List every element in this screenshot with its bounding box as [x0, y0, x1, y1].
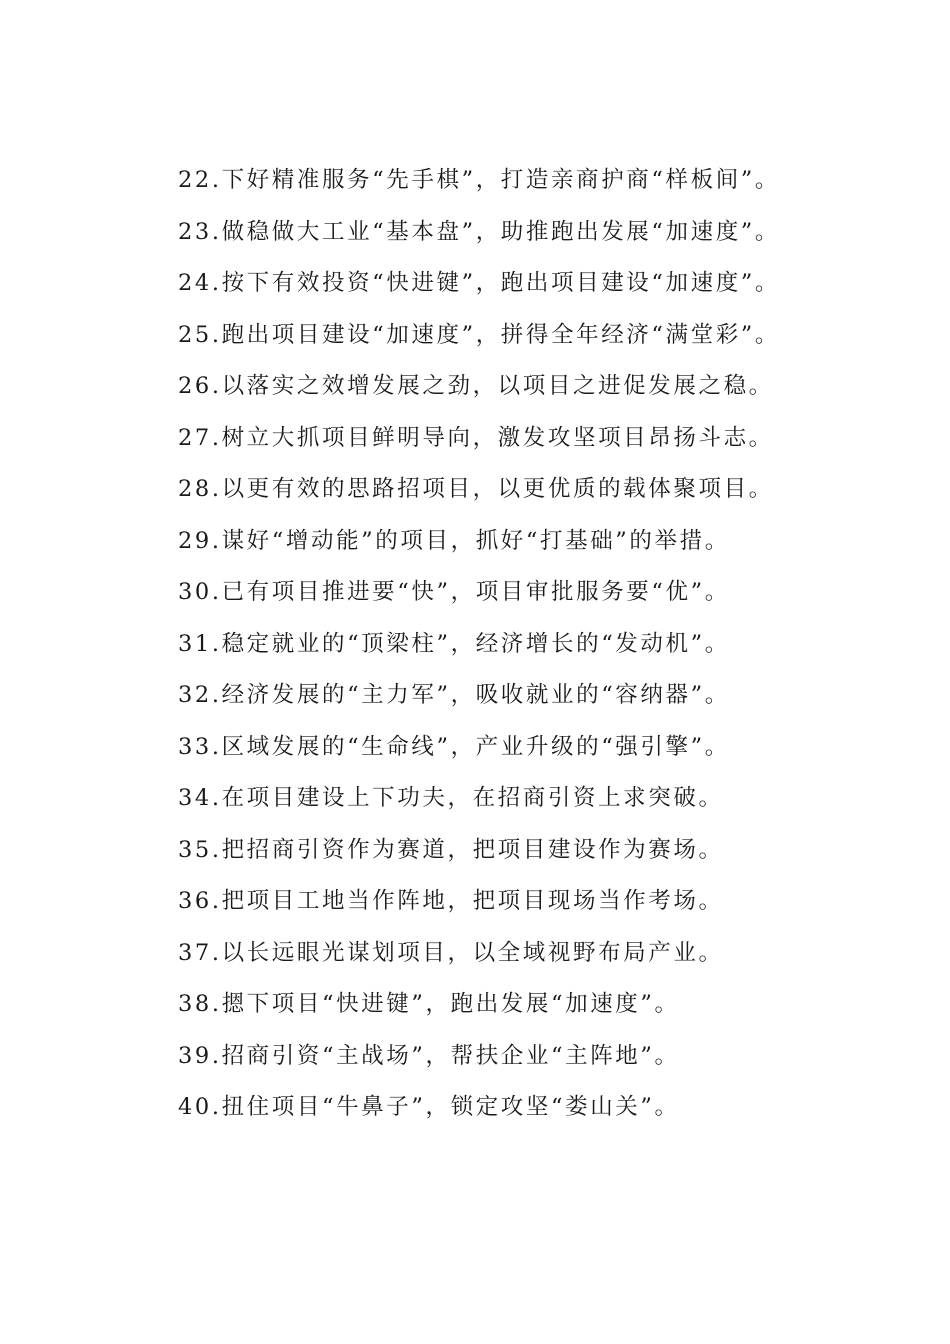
list-item: 22.下好精准服务“先手棋”，打造亲商护商“样板间”。 [178, 167, 780, 193]
list-item: 28.以更有效的思路招项目，以更优质的载体聚项目。 [178, 476, 774, 502]
list-item: 40.扭住项目“牛鼻子”，锁定攻坚“娄山关”。 [178, 1094, 680, 1120]
list-item: 35.把招商引资作为赛道，把项目建设作为赛场。 [178, 836, 724, 863]
list-item: 23.做稳做大工业“基本盘”，助推跑出发展“加速度”。 [178, 218, 780, 245]
list-item: 33.区域发展的“生命线”，产业升级的“强引擎”。 [178, 733, 730, 760]
list-item: 24.按下有效投资“快进键”，跑出项目建设“加速度”。 [178, 270, 780, 296]
list-item: 26.以落实之效增发展之劲，以项目之进促发展之稳。 [178, 373, 774, 399]
list-item: 32.经济发展的“主力军”，吸收就业的“容纳器”。 [178, 682, 730, 708]
list-item: 34.在项目建设上下功夫，在招商引资上求突破。 [178, 785, 724, 811]
list-item: 38.摁下项目“快进键”，跑出发展“加速度”。 [178, 991, 680, 1017]
list-item: 27.树立大抓项目鲜明导向，激发攻坚项目昂扬斗志。 [178, 424, 774, 451]
list-item: 25.跑出项目建设“加速度”，拼得全年经济“满堂彩”。 [178, 321, 780, 348]
list-item: 39.招商引资“主战场”，帮扶企业“主阵地”。 [178, 1042, 680, 1069]
list-item: 29.谋好“增动能”的项目，抓好“打基础”的举措。 [178, 527, 730, 554]
list-item: 36.把项目工地当作阵地，把项目现场当作考场。 [178, 888, 724, 914]
list-item: 31.稳定就业的“顶梁柱”，经济增长的“发动机”。 [178, 630, 730, 657]
list-item: 37.以长远眼光谋划项目，以全域视野布局产业。 [178, 939, 724, 966]
slogan-list [178, 155, 878, 1134]
list-item: 30.已有项目推进要“快”，项目审批服务要“优”。 [178, 579, 730, 605]
